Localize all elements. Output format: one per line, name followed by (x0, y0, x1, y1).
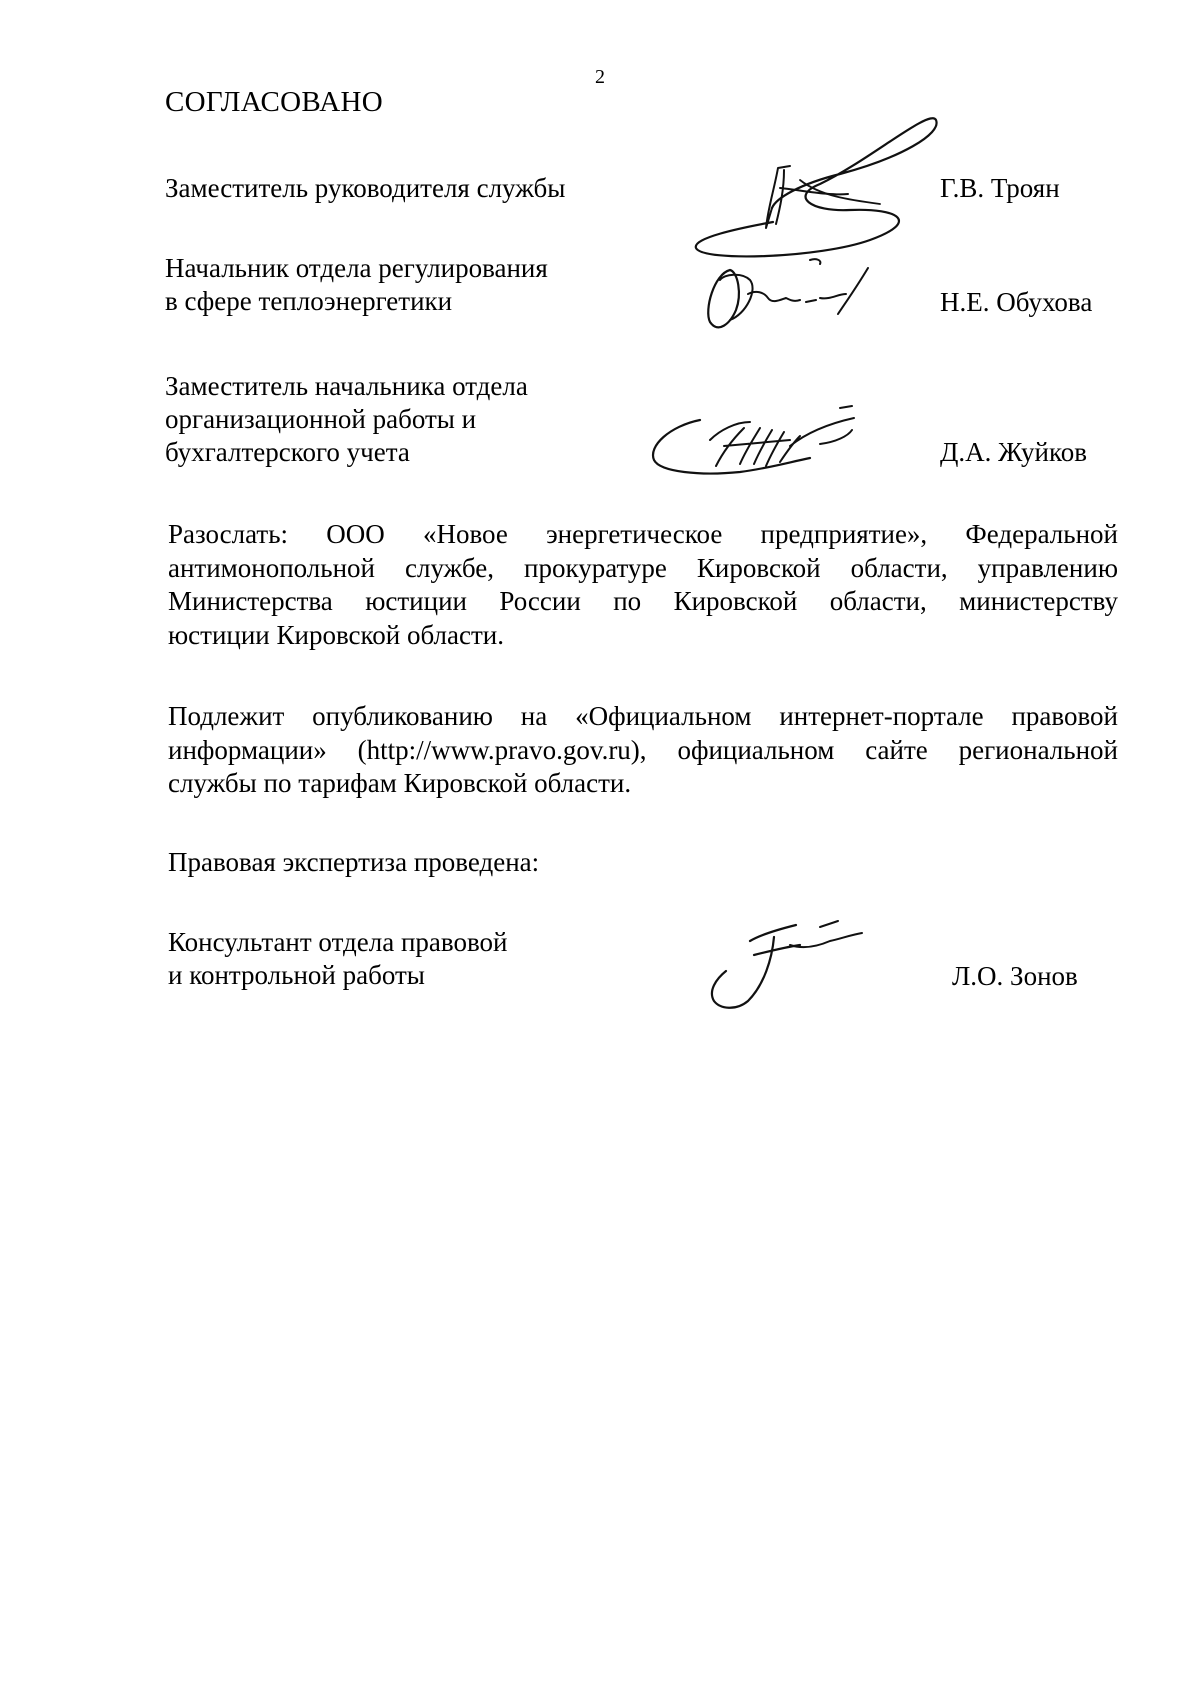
legal-review-name: Л.О. Зонов (952, 961, 1078, 991)
signatory-1-position-line: Заместитель руководителя службы (165, 173, 566, 203)
signatory-3-position-line: организационной работы и (165, 404, 477, 434)
signatory-3-position-line: бухгалтерского учета (165, 437, 410, 467)
publication-line: службы по тарифам Кировской области. (168, 768, 632, 798)
signatory-3-name: Д.А. Жуйков (940, 437, 1087, 467)
publication-line: информации» (http://www.pravo.gov.ru), официальном сайте региональной (168, 734, 1118, 765)
legal-review-position-line: Консультант отдела правовой (168, 927, 508, 957)
signatory-2-position-line: в сфере теплоэнергетики (165, 286, 453, 316)
signatory-1-position (165, 172, 725, 205)
signatory-2-name: Н.Е. Обухова (940, 287, 1093, 317)
legal-review-title: Правовая экспертиза проведена: (168, 847, 540, 877)
signature-zonov-icon (690, 905, 880, 1015)
distribution-line: Разослать: ООО «Новое энергетическое предприятие», Федеральной (168, 519, 1118, 549)
distribution-line: антимонопольной службе, прокуратуре Кировской области, управлению (168, 552, 1118, 583)
signature-obukhova-icon (690, 250, 910, 340)
signatory-2-position (165, 252, 725, 318)
signature-zhuykov-icon (640, 400, 900, 490)
signatory-3-position-line: Заместитель начальника отдела (165, 371, 528, 401)
distribution-paragraph (168, 518, 1118, 652)
legal-review-position-line: и контрольной работы (168, 960, 425, 990)
signatory-1-name: Г.В. Троян (940, 173, 1060, 203)
publication-paragraph (168, 700, 1118, 801)
page-number: 2 (595, 66, 605, 88)
signatory-2-position-line: Начальник отдела регулирования (165, 253, 548, 283)
signature-troyan-icon (680, 100, 960, 270)
distribution-line: Министерства юстиции России по Кировской области, министерству (168, 586, 1118, 616)
distribution-line: юстиции Кировской области. (168, 619, 504, 650)
publication-line: Подлежит опубликованию на «Официальном интернет-портале правовой (168, 701, 1118, 731)
approval-heading: СОГЛАСОВАНО (165, 86, 383, 118)
legal-review-position (168, 926, 728, 992)
